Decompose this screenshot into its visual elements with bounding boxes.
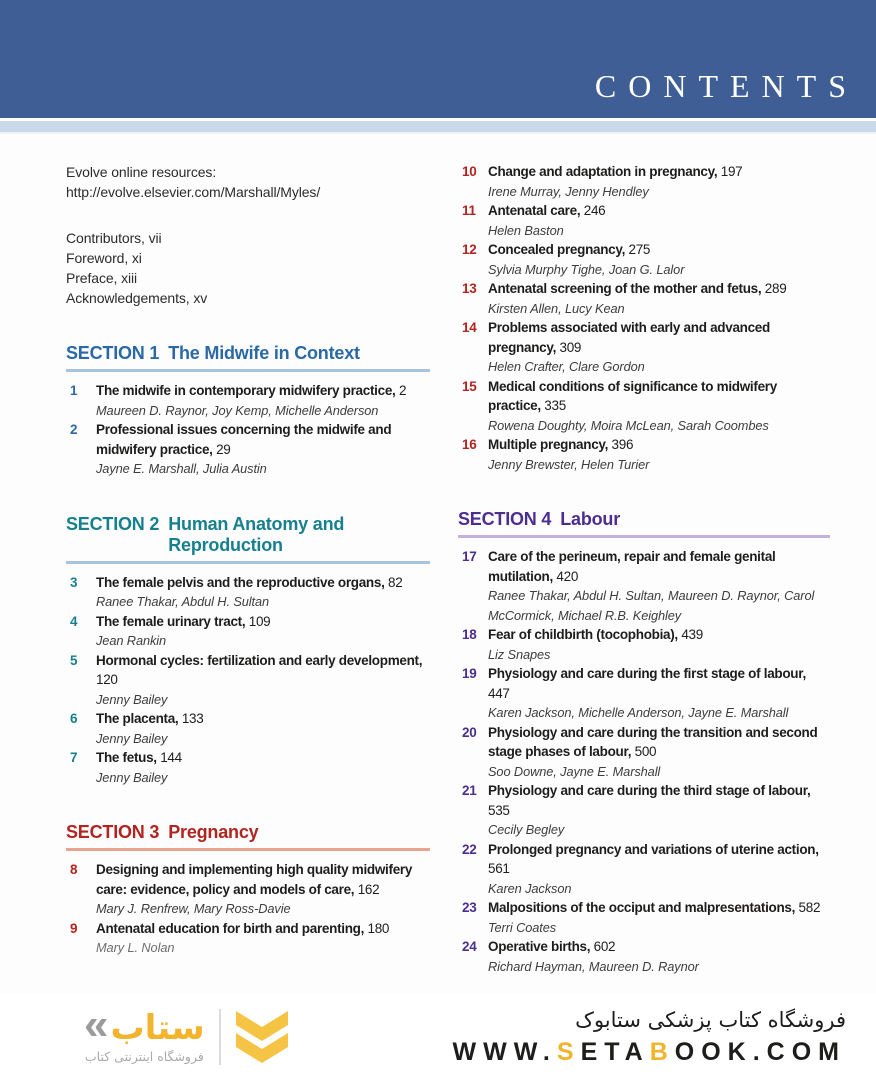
- chapter-title: Malpositions of the occiput and malpresentations,: [488, 900, 796, 915]
- chapter-number: 3: [70, 574, 78, 590]
- chapter-number: 5: [70, 652, 78, 668]
- chapter-title-line: [488, 279, 830, 299]
- chapter-title: The placenta,: [96, 711, 179, 726]
- chapter-body: [488, 162, 830, 201]
- chapter-row: [66, 420, 430, 479]
- store-name-text: فروشگاه کتاب پزشکی ستابوک: [575, 1007, 846, 1032]
- setabook-logo: [84, 999, 289, 1067]
- chapter-body: [96, 709, 430, 748]
- section-block: [458, 162, 830, 474]
- chapter-body: [488, 547, 830, 625]
- chapter-page: 447: [488, 685, 510, 701]
- chapter-row: [66, 748, 430, 787]
- chapter-title: Physiology and care during the first stage of labour,: [488, 666, 806, 681]
- chapter-authors: Terri Coates: [488, 919, 557, 935]
- front-matter-list: [66, 228, 430, 308]
- chapter-page: 275: [628, 242, 651, 257]
- chapter-title: Antenatal screening of the mother and fetus,: [488, 281, 762, 296]
- logo-divider: [219, 1009, 221, 1065]
- chapter-number: 4: [70, 613, 78, 629]
- chapter-row: [66, 919, 430, 955]
- chapter-page: 120: [96, 672, 118, 687]
- chapter-row: [66, 709, 430, 748]
- chapter-title: Multiple pregnancy,: [488, 437, 609, 452]
- chapter-body: [488, 781, 830, 840]
- website-text-segment: OOK.COM: [674, 1037, 846, 1066]
- chapter-title: Care of the perineum, repair and female genital mutilation,: [488, 549, 776, 584]
- chapter-authors: Mary J. Renfrew, Mary Ross-Davie: [96, 901, 291, 916]
- chapter-title-line: [96, 573, 430, 593]
- chapter-title: Fear of childbirth (tocophobia),: [488, 627, 678, 642]
- chapter-title-line: [488, 201, 830, 221]
- chapter-title-line: [488, 435, 830, 455]
- chapter-authors: Irene Murray, Jenny Hendley: [488, 183, 649, 199]
- front-matter-item: Acknowledgements, xv: [66, 290, 208, 306]
- front-matter-item: Foreword, xi: [66, 250, 142, 266]
- chapter-title-line: [488, 547, 830, 586]
- chapter-page: 82: [388, 574, 403, 590]
- chapter-page: 144: [160, 750, 182, 765]
- chapter-row: [458, 318, 830, 377]
- right-column: [458, 162, 830, 994]
- chapter-title-line: [96, 651, 430, 690]
- chapter-body: [488, 664, 830, 723]
- chapter-page: 582: [798, 900, 821, 915]
- chapter-title: Physiology and care during the third stage of labour,: [488, 783, 811, 798]
- chapter-row: [458, 937, 830, 976]
- chapter-number: 14: [462, 320, 477, 335]
- logo-chevrons-glyph: «: [84, 999, 109, 1049]
- chapter-authors: Sylvia Murphy Tighe, Joan G. Lalor: [488, 261, 685, 277]
- logo-wordmark: ستاب: [110, 1007, 205, 1048]
- chapter-body: [96, 651, 430, 710]
- chapter-authors: Kirsten Allen, Lucy Kean: [488, 300, 625, 316]
- chapter-title: Problems associated with early and advanced pregnancy,: [488, 320, 770, 355]
- chapter-body: [96, 381, 430, 420]
- chapter-number: 12: [462, 242, 477, 257]
- chapter-page: 439: [681, 627, 703, 642]
- chapter-body: [488, 625, 830, 664]
- chapter-page: 500: [634, 744, 657, 759]
- chapter-page: 602: [593, 939, 616, 954]
- chapter-body: [488, 318, 830, 377]
- chapter-title-line: [96, 919, 430, 939]
- chapter-title: Medical conditions of significance to midwifery practice,: [488, 378, 777, 413]
- chapter-title: The fetus,: [96, 750, 157, 765]
- chapter-body: [96, 919, 430, 955]
- front-matter-item: Preface, xiii: [66, 270, 138, 286]
- footer-right-block: [453, 1008, 846, 1067]
- chapter-page: 109: [248, 613, 271, 629]
- chapter-page: 162: [357, 881, 380, 897]
- chapter-row: [66, 612, 430, 651]
- chapter-number: 20: [462, 724, 477, 740]
- logo-wordmark-row: [84, 999, 205, 1049]
- chapter-title: The female pelvis and the reproductive organs,: [96, 574, 385, 590]
- chapter-authors: Jenny Bailey: [96, 769, 168, 785]
- chapter-body: [488, 435, 830, 474]
- chapter-row: [458, 664, 830, 723]
- header-band: [0, 0, 876, 118]
- chapter-title-line: [488, 318, 830, 357]
- chapter-row: [66, 651, 430, 710]
- chapter-body: [96, 748, 430, 787]
- chapter-title-line: [96, 709, 430, 729]
- chapter-page: 289: [764, 281, 787, 296]
- chapter-row: [458, 240, 830, 279]
- section-heading: [66, 343, 430, 372]
- chapter-title-line: [488, 162, 830, 182]
- chapter-authors: Karen Jackson: [488, 880, 572, 896]
- website-text-segment: WWW.: [452, 1037, 557, 1066]
- chapter-row: [458, 201, 830, 240]
- section-label: SECTION 4: [458, 509, 552, 529]
- chapter-body: [96, 573, 430, 612]
- section-label: SECTION 3: [66, 822, 160, 842]
- chapter-page: 2: [398, 383, 407, 398]
- front-matter-item: Contributors, vii: [66, 230, 162, 246]
- chapter-number: 10: [462, 164, 477, 179]
- chapter-authors: Helen Crafter, Clare Gordon: [488, 359, 645, 374]
- chapter-title-line: [96, 748, 430, 768]
- chapter-row: [66, 860, 430, 919]
- chapter-body: [488, 201, 830, 240]
- chapter-page: 420: [556, 568, 579, 584]
- chapter-authors: Richard Hayman, Maureen D. Raynor: [488, 958, 699, 974]
- chapter-title-line: [488, 898, 830, 918]
- website-text-segment: B: [649, 1037, 675, 1066]
- chapter-row: [458, 723, 830, 782]
- chapter-row: [458, 435, 830, 474]
- evolve-resources-label: Evolve online resources:: [66, 164, 217, 180]
- section-heading: [458, 509, 830, 538]
- chapter-authors: Soo Downe, Jayne E. Marshall: [488, 763, 661, 779]
- footer: [0, 994, 876, 1080]
- section-title: Human Anatomy and Reproduction: [168, 513, 345, 555]
- chapter-title: Hormonal cycles: fertilization and early development,: [96, 652, 423, 668]
- contents-body: [0, 132, 876, 994]
- chapter-body: [488, 723, 830, 782]
- chapter-row: [458, 625, 830, 664]
- chapter-body: [488, 377, 830, 436]
- chapter-page: 561: [488, 861, 510, 876]
- chapter-title-line: [96, 420, 430, 459]
- chapter-authors: Karen Jackson, Michelle Anderson, Jayne E. Marshall: [488, 705, 789, 720]
- chapter-title-line: [488, 625, 830, 645]
- logo-text-block: [84, 999, 205, 1065]
- chapter-number: 19: [462, 666, 477, 681]
- chapter-row: [458, 377, 830, 436]
- chapter-page: 246: [583, 203, 606, 218]
- chapter-title: Change and adaptation in pregnancy,: [488, 164, 718, 179]
- chapter-authors: Maureen D. Raynor, Joy Kemp, Michelle Anderson: [96, 402, 379, 418]
- chapter-page: 133: [181, 711, 204, 726]
- chapter-row: [458, 840, 830, 899]
- chapter-body: [96, 420, 430, 479]
- chapter-authors: Rowena Doughty, Moira McLean, Sarah Coombes: [488, 417, 769, 433]
- chapter-page: 309: [559, 339, 582, 355]
- chapter-body: [96, 612, 430, 651]
- chapter-title-line: [488, 240, 830, 260]
- chapter-authors: Liz Snapes: [488, 646, 551, 662]
- chapter-number: 11: [462, 203, 476, 218]
- chapter-body: [488, 840, 830, 899]
- chapter-title: Designing and implementing high quality midwifery care: evidence, policy and models of care,: [96, 862, 413, 897]
- chapter-title: Operative births,: [488, 939, 591, 954]
- left-column: [66, 162, 430, 994]
- chapter-row: [458, 781, 830, 840]
- chapter-authors: Jayne E. Marshall, Julia Austin: [96, 461, 267, 476]
- chapter-page: 535: [488, 802, 510, 818]
- section-title: Labour: [560, 509, 621, 529]
- chapter-title-line: [488, 937, 830, 957]
- chapter-number: 6: [70, 711, 78, 726]
- chapter-number: 17: [462, 549, 477, 564]
- section-title: Pregnancy: [168, 822, 259, 842]
- chapter-row: [458, 162, 830, 201]
- page-title: CONTENTS: [594, 68, 858, 104]
- section-label: SECTION 2: [66, 513, 160, 534]
- chapter-authors: Ranee Thakar, Abdul H. Sultan, Maureen D. Raynor, Carol McCormick, Michael R.B. Keighley: [488, 588, 815, 623]
- evolve-url: http://evolve.elsevier.com/Marshall/Myles/: [66, 184, 321, 200]
- chapter-title: Antenatal care,: [488, 203, 581, 218]
- chapter-title-line: [96, 381, 430, 401]
- chapter-authors: Ranee Thakar, Abdul H. Sultan: [96, 594, 270, 609]
- chapter-number: 7: [70, 750, 78, 765]
- chapter-number: 22: [462, 841, 477, 857]
- chapter-number: 8: [70, 862, 78, 877]
- chapter-authors: Jenny Bailey: [96, 691, 168, 707]
- chapter-title-line: [96, 860, 430, 899]
- logo-caption: فروشگاه اینترنتی کتاب: [84, 1049, 204, 1065]
- chapter-page: 29: [216, 441, 231, 457]
- chapter-title-line: [96, 612, 430, 632]
- chapter-number: 23: [462, 900, 477, 915]
- chapter-title: Prolonged pregnancy and variations of uterine action,: [488, 841, 819, 857]
- chapter-body: [488, 937, 830, 976]
- chapter-authors: Mary L. Nolan: [96, 940, 175, 955]
- chapter-page: 396: [611, 437, 634, 452]
- chapter-row: [458, 547, 830, 625]
- section-block: [66, 514, 430, 788]
- setabook-emblem-icon: [235, 1007, 289, 1067]
- website-text-segment: S: [556, 1037, 581, 1066]
- chapter-authors: Helen Baston: [488, 222, 564, 238]
- website-text: [453, 1038, 846, 1067]
- section-block: [66, 343, 430, 479]
- chapter-number: 18: [462, 627, 477, 642]
- chapter-authors: Jenny Bailey: [96, 730, 168, 746]
- website-text-segment: ETA: [580, 1037, 650, 1066]
- chapter-page: 197: [720, 164, 743, 179]
- chapter-number: 1: [70, 383, 78, 398]
- chapter-page: 335: [544, 398, 566, 413]
- section-heading: [66, 822, 430, 851]
- chapter-title: The female urinary tract,: [96, 613, 246, 629]
- chapter-title-line: [488, 840, 830, 879]
- chapter-number: 13: [462, 281, 477, 296]
- chapter-title: Antenatal education for birth and parenting,: [96, 920, 365, 936]
- section-block: [458, 509, 830, 976]
- section-block: [66, 822, 430, 955]
- chapter-body: [488, 240, 830, 279]
- chapter-row: [458, 279, 830, 318]
- chapter-title-line: [488, 723, 830, 762]
- chapter-authors: Jenny Brewster, Helen Turier: [488, 456, 650, 472]
- chapter-number: 21: [462, 783, 477, 798]
- chapter-number: 24: [462, 939, 477, 954]
- chapter-authors: Jean Rankin: [96, 633, 167, 648]
- chapter-title-line: [488, 664, 830, 703]
- chapter-row: [66, 573, 430, 612]
- section-title: The Midwife in Context: [168, 343, 360, 363]
- chapter-title-line: [488, 377, 830, 416]
- chapter-title-line: [488, 781, 830, 820]
- chapter-title: Physiology and care during the transition and second stage phases of labour,: [488, 724, 818, 759]
- chapter-row: [66, 381, 430, 420]
- chapter-page: 180: [367, 920, 390, 936]
- evolve-resources-block: [66, 162, 430, 202]
- chapter-number: 2: [70, 422, 78, 437]
- chapter-body: [488, 279, 830, 318]
- chapter-number: 9: [70, 920, 78, 936]
- chapter-body: [96, 860, 430, 919]
- section-heading: [66, 514, 430, 564]
- chapter-number: 16: [462, 437, 477, 452]
- chapter-authors: Cecily Begley: [488, 822, 565, 837]
- chapter-row: [458, 898, 830, 937]
- chapter-title: Professional issues concerning the midwife and midwifery practice,: [96, 422, 392, 457]
- chapter-title: The midwife in contemporary midwifery practice,: [96, 383, 396, 398]
- chapter-title: Concealed pregnancy,: [488, 242, 626, 257]
- chapter-number: 15: [462, 378, 477, 394]
- chapter-body: [488, 898, 830, 937]
- section-label: SECTION 1: [66, 343, 160, 363]
